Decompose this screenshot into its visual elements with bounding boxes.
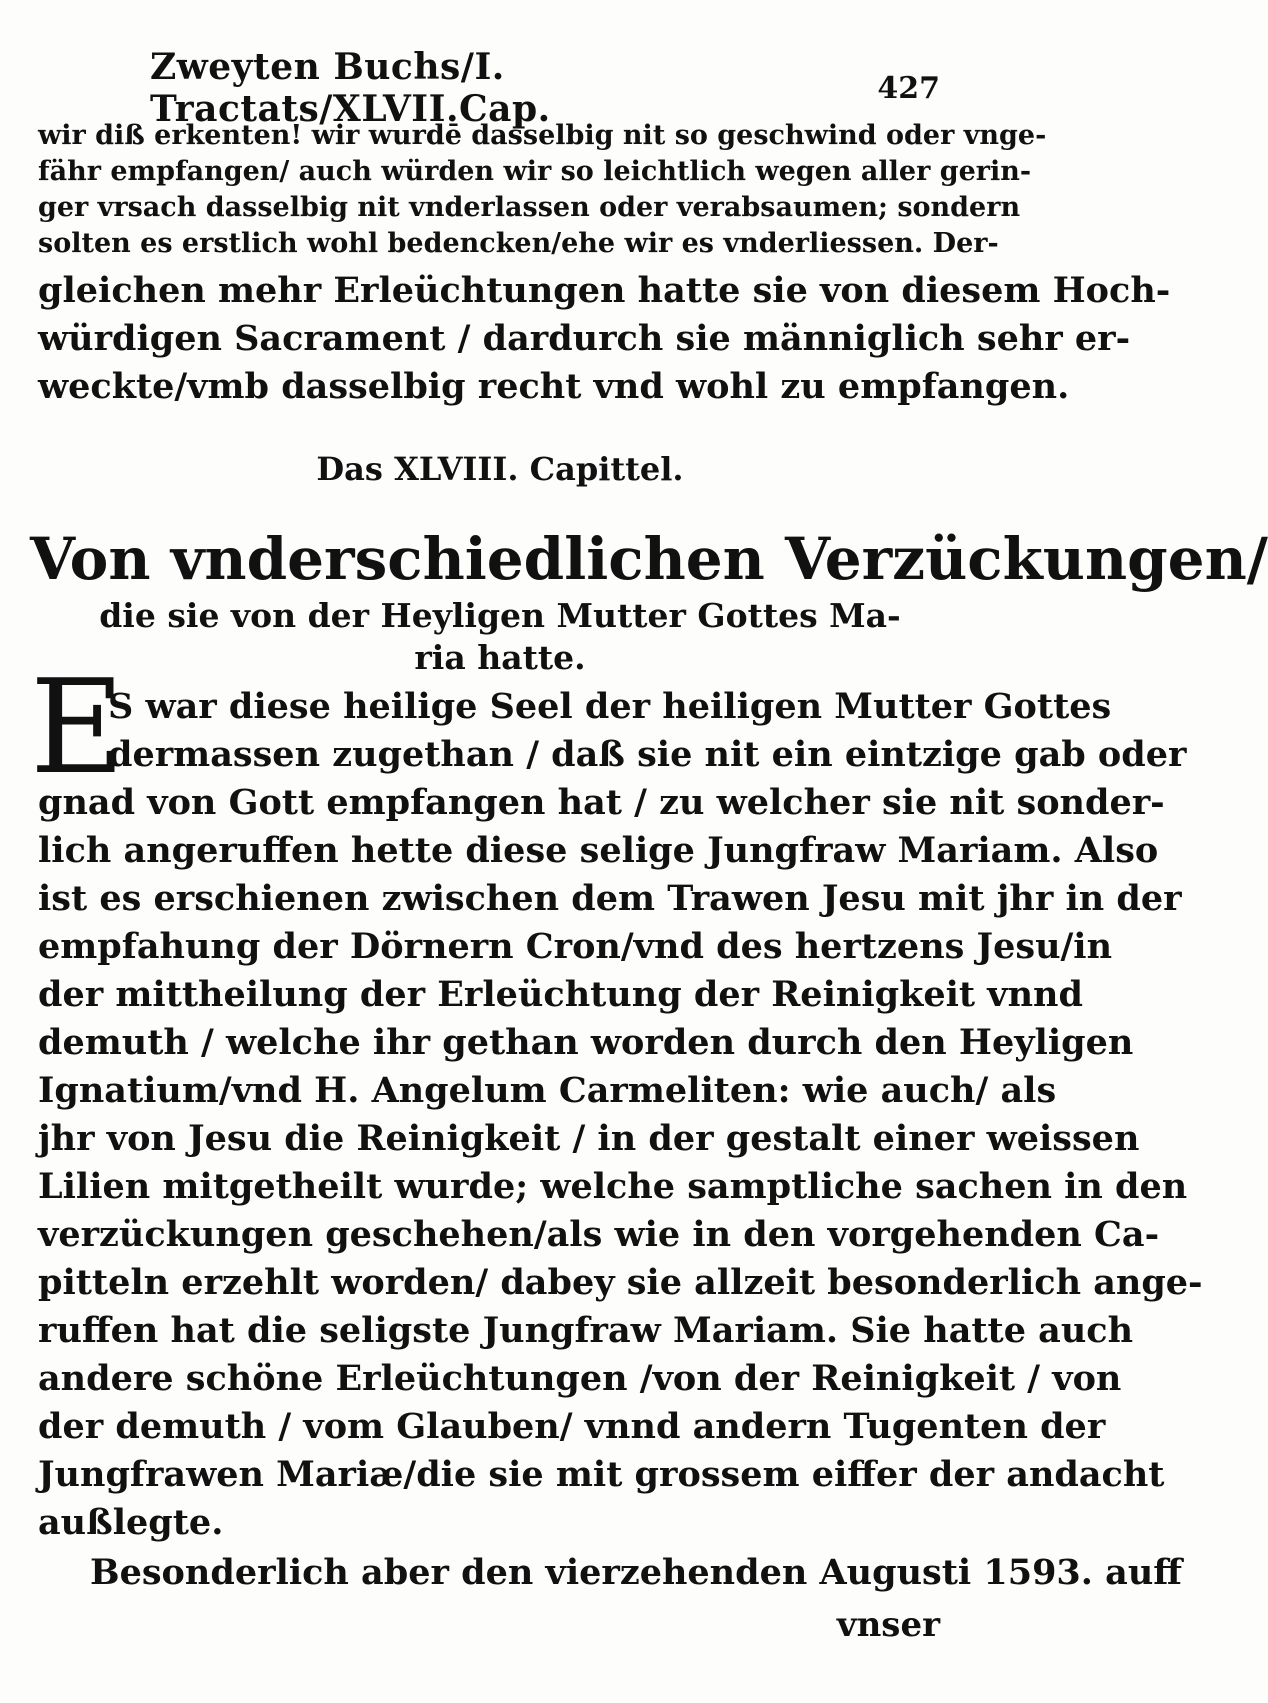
text-line: demuth / welche ihr gethan worden durch den Heyligen: [38, 1022, 1134, 1063]
text-line: solten es erstlich wohl bedencken/ehe wir es vnderliessen. Der-: [38, 228, 999, 259]
text-line: weckte/vmb dasselbig recht vnd wohl zu empfangen.: [38, 366, 1070, 407]
chapter-subtitle: die sie von der Heyligen Mutter Gottes Ma-: [99, 596, 901, 635]
text-line: dermassen zugethan / daß sie nit ein eintzige gab oder: [108, 734, 1187, 775]
text-line: wir diß erkenten! wir wurdē dasselbig nit so geschwind oder vnge-: [38, 120, 1047, 151]
text-line: fähr empfangen/ auch würden wir so leichtlich wegen aller gerin-: [38, 156, 1032, 187]
text-line: verzückungen geschehen/als wie in den vorgehenden Ca-: [38, 1214, 1160, 1255]
text-line: Besonderlich aber den vierzehenden Augusti 1593. auff: [90, 1552, 1183, 1593]
running-head: Zweyten Buchs/I. Tractats/XLVII.Cap.: [150, 46, 551, 130]
text-line: Lilien mitgetheilt wurde; welche samptliche sachen in den: [38, 1166, 1188, 1207]
text-line: andere schöne Erleüchtungen /von der Reinigkeit / von: [38, 1358, 1122, 1399]
text-line: pitteln erzehlt worden/ dabey sie allzeit besonderlich ange-: [38, 1262, 1203, 1303]
text-line: ruffen hat die seligste Jungfraw Mariam. Sie hatte auch: [38, 1310, 1134, 1351]
text-line: empfahung der Dörnern Cron/vnd des hertzens Jesu/in: [38, 926, 1113, 967]
text-line: S war diese heilige Seel der heiligen Mutter Gottes: [108, 686, 1112, 727]
chapter-label: Das XLVIII. Capittel.: [316, 450, 684, 488]
text-line: gleichen mehr Erleüchtungen hatte sie von diesem Hoch-: [38, 270, 1171, 311]
text-line: würdigen Sacrament / dardurch sie männiglich sehr er-: [38, 318, 1131, 359]
chapter-title: Von vnderschiedlichen Verzückungen/: [30, 525, 1268, 593]
text-line: außlegte.: [38, 1502, 224, 1543]
page-number: 427: [877, 70, 940, 106]
text-line: der demuth / vom Glauben/ vnnd andern Tugenten der: [38, 1406, 1106, 1447]
text-line: Jungfrawen Mariæ/die sie mit grossem eiffer der andacht: [38, 1454, 1165, 1495]
text-line: Ignatium/vnd H. Angelum Carmeliten: wie auch/ als: [38, 1070, 1057, 1111]
catchword: vnser: [836, 1605, 940, 1645]
text-line: jhr von Jesu die Reinigkeit / in der gestalt einer weissen: [38, 1118, 1140, 1159]
chapter-subtitle: ria hatte.: [414, 638, 586, 677]
page-header: [150, 46, 940, 130]
text-line: ger vrsach dasselbig nit vnderlassen oder verabsaumen; sondern: [38, 192, 1021, 223]
text-line: ist es erschienen zwischen dem Trawen Jesu mit jhr in der: [38, 878, 1182, 919]
text-line: lich angeruffen hette diese selige Jungfraw Mariam. Also: [38, 830, 1159, 871]
text-line: gnad von Gott empfangen hat / zu welcher sie nit sonder-: [38, 782, 1165, 823]
drop-capital: E: [30, 651, 125, 803]
text-line: der mittheilung der Erleüchtung der Reinigkeit vnnd: [38, 974, 1083, 1015]
